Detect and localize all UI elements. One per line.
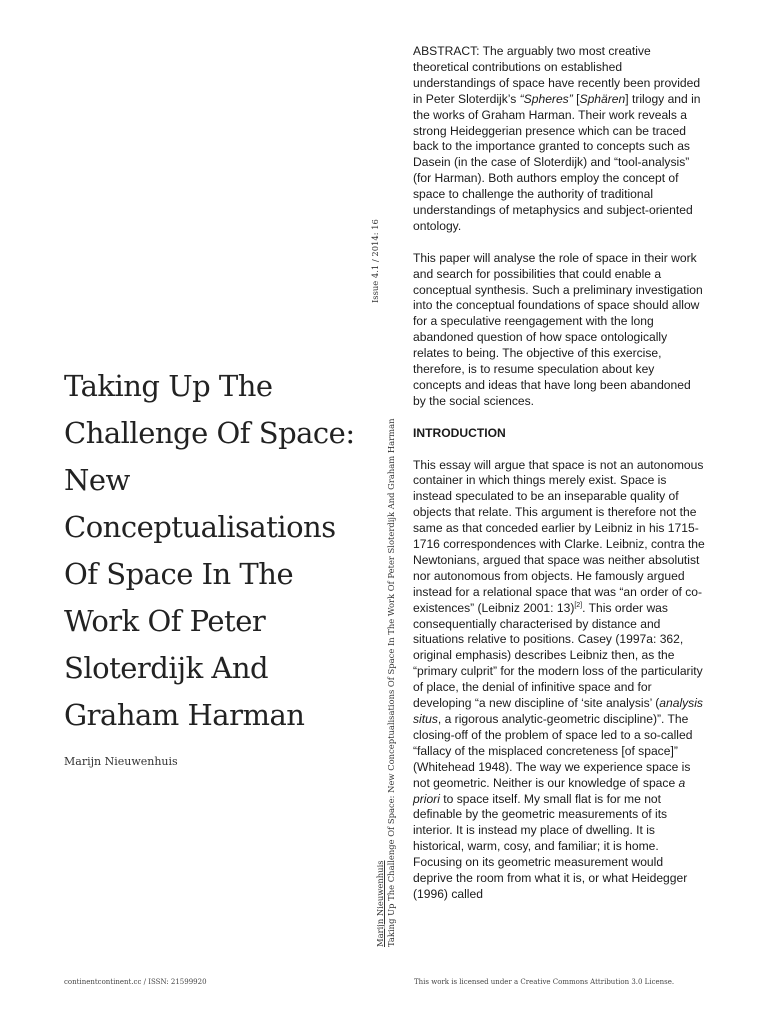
footer-license[interactable]: This work is licensed under a Creative Commons Attribution 3.0 License. (414, 978, 675, 986)
running-header (375, 419, 397, 948)
running-issue: Issue 4.1 / 2014: 16 (370, 219, 380, 303)
title-line: Taking Up The (64, 369, 273, 403)
article-title (64, 363, 364, 739)
abstract-paragraph (413, 44, 705, 235)
body-italic: a priori (413, 775, 686, 806)
abstract-text: ] trilogy and in the works of Graham Harman. Their work reveals a strong Heideggerian presence which can be traced back to the importance granted to concepts such as Dasein (in the case of Sloterdijk) and “tool-analysis” (for Harman). Both authors employ the concept of space to challenge the authority of traditional understandings of metaphysics and subject-oriented ontology. (413, 91, 701, 233)
article-author: Marijn Nieuwenhuis (64, 755, 178, 768)
title-line: Sloterdijk And (64, 651, 269, 685)
abstract-italic: Sphären (579, 91, 626, 106)
abstract-text: [ (572, 91, 580, 106)
running-author: Marijn Nieuwenhuis (375, 860, 385, 947)
body-paragraph (413, 458, 705, 903)
title-line: New (64, 463, 130, 497)
body-text: , a rigorous analytic-geometric discipline)”. The closing-off of the problem of space led to a so-called “fallacy of the misplaced concreteness [of space]” (Whitehead 1948). The way we experience space is not geometric. Neither is our knowledge of space (413, 712, 693, 790)
title-line: Conceptualisations (64, 510, 336, 544)
section-heading: INTRODUCTION (413, 425, 506, 440)
body-text: This essay will argue that space is not an autonomous container in which things merely exist. Space is instead speculated to be an inseparable quality of objects that relate. This argument is therefore not the same as that conceded earlier by Leibniz in his 1715-1716 correspondences with Clarke. Leibniz, contra the Newtonians, argued that space was neither absolutist nor autonomous from objects. He famously argued instead for a relational space that was “an order of co-existences” (Leibniz 2001: 13) (413, 457, 705, 615)
title-line: Graham Harman (64, 698, 305, 732)
title-line: Challenge Of Space: (64, 416, 355, 450)
body-text: to space itself. My small flat is for me not definable by the geometric measurements of its interior. It is instead my place of dwelling. It is historical, warm, cosy, and familiar; it is home. Focusing on its geometric measurement would deprive the room from what it is, or what Heidegger (1996) called (413, 791, 688, 901)
running-title: Taking Up The Challenge Of Space: New Conceptualisations Of Space In The Work Of Peter Sloterdijk And Graham Harman (386, 418, 396, 947)
body-italic: analysis situs (413, 696, 703, 727)
title-line: Of Space In The (64, 557, 294, 591)
footer-issn[interactable]: continentcontinent.cc / ISSN: 21599920 (64, 978, 207, 986)
footnote-ref[interactable]: [2] (574, 601, 583, 609)
body-text: . This order was consequentially characterised by distance and situations relative to positions. Casey (1997a: 362, original emphasis) describes Leibniz then, as the “primary culprit” for the modern loss of the particularity of place, the denial of infinitive space and for developing “a new discipline of ‘site analysis’ ( (413, 600, 703, 711)
main-column (413, 44, 705, 919)
abstract-italic: “Spheres” (519, 91, 573, 106)
abstract-paragraph: This paper will analyse the role of space in their work and search for possibilities that could enable a conceptual synthesis. Such a preliminary investigation into the conceptual foundations of space should allow for a speculative reengagement with the long abandoned question of how space ontologically relates to being. The objective of this exercise, therefore, is to resume speculation about key concepts and ideas that have long been abandoned by the social sciences. (413, 250, 703, 408)
title-line: Work Of Peter (64, 604, 266, 638)
abstract-text: ABSTRACT: The arguably two most creative theoretical contributions on established understandings of space have recently been provided in Peter Sloterdijk’s (413, 44, 701, 106)
